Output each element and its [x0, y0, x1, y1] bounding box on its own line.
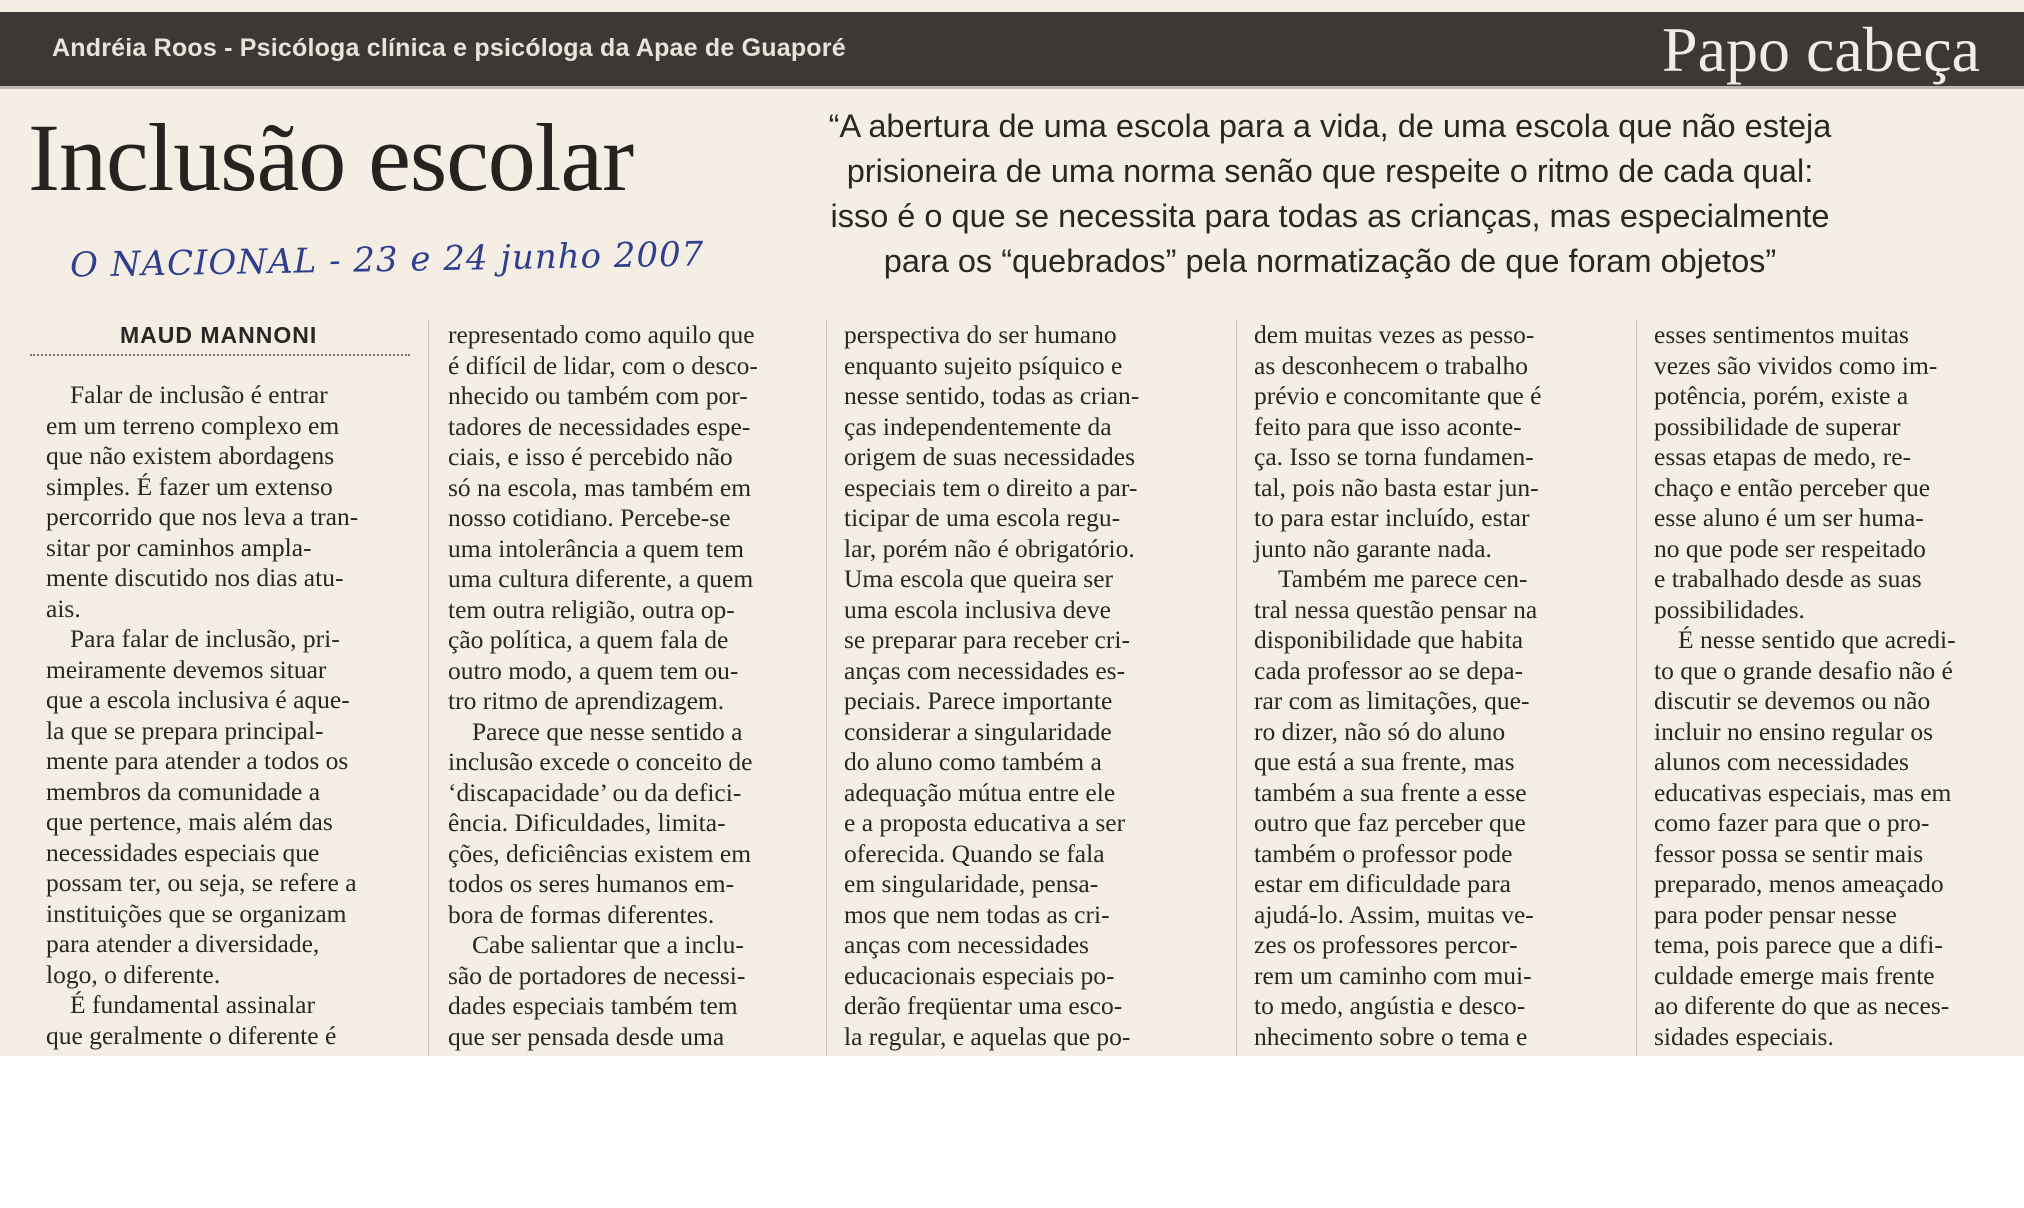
text-line: especiais tem o direito a par- [844, 472, 1138, 502]
article-column-1 [46, 380, 358, 1051]
text-line: considerar a singularidade [844, 716, 1112, 746]
text-line: tal, pois não basta estar jun- [1254, 472, 1539, 502]
text-line: nosso cotidiano. Percebe-se [448, 503, 731, 532]
text-line: se preparar para receber cri- [844, 625, 1130, 654]
text-line: outro modo, a quem tem ou- [448, 655, 739, 685]
text-line: lar, porém não é obrigatório. [844, 533, 1135, 563]
text-line: ção política, a quem fala de [448, 625, 729, 654]
section-title: Papo cabeça [1661, 14, 1980, 85]
column-divider [428, 320, 429, 1056]
text-line: cada professor ao se depa- [1254, 655, 1524, 685]
text-line: potência, porém, existe a [1654, 381, 1909, 410]
text-line: ajudá-lo. Assim, muitas ve- [1254, 899, 1534, 929]
text-line: Para falar de inclusão, pri- [70, 624, 340, 653]
text-line: são de portadores de necessi- [448, 960, 746, 990]
text-line: rem um caminho com mui- [1254, 960, 1532, 990]
text-line: ais. [46, 593, 81, 623]
text-line: possibilidade de superar [1654, 411, 1901, 441]
text-line: junto não garante nada. [1254, 533, 1492, 563]
column-divider [1236, 320, 1237, 1056]
article-column-5 [1654, 320, 1956, 1052]
text-line: educacionais especiais po- [844, 960, 1115, 990]
text-line: sitar por caminhos ampla- [46, 532, 312, 562]
text-line: membros da comunidade a [46, 776, 321, 806]
text-line: discutir se devemos ou não [1654, 686, 1931, 715]
text-line: ções, deficiências existem em [448, 838, 752, 868]
text-line: do aluno como também a [844, 747, 1102, 776]
text-line: possam ter, ou seja, se refere a [46, 868, 357, 897]
text-line: la regular, e aquelas que po- [844, 1021, 1131, 1051]
author-divider [30, 354, 410, 356]
text-line: disponibilidade que habita [1254, 625, 1524, 654]
text-line: Uma escola que queira ser [844, 564, 1114, 593]
column-divider [1636, 320, 1637, 1056]
text-line: uma intolerância a quem tem [448, 533, 744, 563]
quote-author: MAUD MANNONI [120, 322, 318, 348]
text-line: É nesse sentido que acredi- [1678, 625, 1956, 654]
text-line: educativas especiais, mas em [1654, 777, 1952, 807]
text-line: nhecido ou também com por- [448, 381, 748, 410]
text-line: que geralmente o diferente é [46, 1020, 337, 1050]
text-line: é difícil de lidar, com o desco- [448, 350, 758, 380]
text-line: incluir no ensino regular os [1654, 716, 1934, 746]
text-line: enquanto sujeito psíquico e [844, 350, 1123, 380]
text-line: ao diferente do que as neces- [1654, 991, 1950, 1020]
text-line: uma cultura diferente, a quem [448, 564, 754, 593]
text-line: que a escola inclusiva é aque- [46, 685, 350, 714]
text-line: outro que faz perceber que [1254, 808, 1526, 837]
column-divider [826, 320, 827, 1056]
text-line: uma escola inclusiva deve [844, 594, 1111, 624]
text-line: mente discutido nos dias atu- [46, 563, 344, 592]
text-line: É fundamental assinalar [70, 990, 315, 1019]
text-line: ‘discapacidade’ ou da defici- [448, 777, 742, 807]
text-line: inclusão excede o conceito de [448, 747, 753, 776]
text-line: instituições que se organizam [46, 898, 347, 928]
text-line: em singularidade, pensa- [844, 869, 1099, 898]
text-line: em um terreno complexo em [46, 410, 340, 440]
text-line: la que se prepara principal- [46, 715, 324, 745]
text-line: tadores de necessidades espe- [448, 411, 751, 441]
text-line: adequação mútua entre ele [844, 777, 1116, 807]
text-line: ticipar de uma escola regu- [844, 503, 1121, 532]
text-line: oferecida. Quando se fala [844, 838, 1105, 868]
text-line: ro dizer, não só do aluno [1254, 716, 1506, 746]
author-byline: Andréia Roos - Psicóloga clínica e psicóloga da Apae de Guaporé [52, 34, 846, 62]
text-line: esse aluno é um ser huma- [1654, 503, 1924, 532]
text-line: que ser pensada desde uma [448, 1021, 725, 1051]
text-line: vezes são vividos como im- [1654, 350, 1938, 380]
text-line: Também me parece cen- [1278, 564, 1528, 593]
text-line: só na escola, mas também em [448, 472, 752, 502]
text-line: fessor possa se sentir mais [1654, 838, 1924, 868]
text-line: to medo, angústia e desco- [1254, 991, 1526, 1020]
text-line: tem outra religião, outra op- [448, 594, 735, 624]
text-line: to para estar incluído, estar [1254, 503, 1530, 532]
text-line: também a sua frente a esse [1254, 777, 1527, 807]
text-line: preparado, menos ameaçado [1654, 869, 1944, 898]
headline: Inclusão escolar [28, 104, 634, 211]
text-line: ciais, e isso é percebido não [448, 442, 733, 471]
text-line: mos que nem todas as cri- [844, 899, 1110, 929]
text-line: ência. Dificuldades, limita- [448, 808, 726, 837]
text-line: estar em dificuldade para [1254, 869, 1511, 898]
text-line: tema, pois parece que a difi- [1654, 930, 1943, 959]
text-line: dem muitas vezes as pesso- [1254, 320, 1535, 349]
text-line: alunos com necessidades [1654, 747, 1909, 776]
article-column-2 [448, 320, 758, 1052]
text-line: nesse sentido, todas as crian- [844, 381, 1140, 410]
text-line: dades especiais também tem [448, 991, 738, 1020]
text-line: esses sentimentos muitas [1654, 320, 1909, 349]
text-line: simples. É fazer um extenso [46, 471, 333, 501]
quote-line: “A abertura de uma escola para a vida, de uma escola que não esteja [828, 108, 1832, 144]
text-line: possibilidades. [1654, 594, 1805, 624]
text-line: essas etapas de medo, re- [1654, 442, 1912, 471]
text-line: todos os seres humanos em- [448, 869, 735, 898]
text-line: tral nessa questão pensar na [1254, 594, 1538, 624]
text-line: to que o grande desafio não é [1654, 655, 1953, 685]
handwritten-date-note: O NACIONAL - 23 e 24 junho 2007 [69, 234, 705, 286]
text-line: nhecimento sobre o tema e [1254, 1021, 1528, 1051]
text-line: chaço e então perceber que [1654, 472, 1931, 502]
text-line: prévio e concomitante que é [1254, 381, 1542, 410]
text-line: e a proposta educativa a ser [844, 808, 1126, 837]
text-line: ça. Isso se torna fundamen- [1254, 442, 1534, 471]
text-line: feito para que isso aconte- [1254, 411, 1522, 441]
text-line: também o professor pode [1254, 838, 1513, 868]
quote-line: isso é o que se necessita para todas as crianças, mas especialmente [830, 198, 1830, 234]
text-line: meiramente devemos situar [46, 654, 327, 684]
text-line: logo, o diferente. [46, 959, 221, 989]
text-line: sidades especiais. [1654, 1021, 1834, 1051]
text-line: bora de formas diferentes. [448, 899, 715, 929]
text-line: anças com necessidades es- [844, 655, 1126, 685]
text-line: peciais. Parece importante [844, 686, 1113, 715]
text-line: Falar de inclusão é entrar [70, 380, 328, 409]
text-line: que está a sua frente, mas [1254, 747, 1515, 776]
text-line: tro ritmo de aprendizagem. [448, 686, 725, 715]
pull-quote [700, 104, 1960, 284]
article-column-4 [1254, 320, 1541, 1052]
header-bar [0, 12, 2024, 89]
text-line: derão freqüentar uma esco- [844, 991, 1123, 1020]
text-line: Parece que nesse sentido a [472, 716, 743, 746]
text-line: anças com necessidades [844, 930, 1089, 959]
text-line: mente para atender a todos os [46, 746, 349, 775]
text-line: para atender a diversidade, [46, 929, 320, 958]
text-line: para poder pensar nesse [1654, 899, 1897, 929]
quote-line: prisioneira de uma norma senão que respeite o ritmo de cada qual: [846, 153, 1814, 189]
text-line: no que pode ser respeitado [1654, 533, 1926, 563]
article-column-3 [844, 320, 1139, 1052]
text-line: as desconhecem o trabalho [1254, 350, 1529, 380]
text-line: que não existem abordagens [46, 441, 335, 470]
text-line: perspectiva do ser humano [844, 320, 1117, 349]
text-line: e trabalhado desde as suas [1654, 564, 1922, 593]
text-line: necessidades especiais que [46, 837, 320, 867]
text-line: que pertence, mais além das [46, 807, 333, 836]
text-line: rar com as limitações, que- [1254, 686, 1530, 715]
text-line: culdade emerge mais frente [1654, 960, 1935, 990]
text-line: origem de suas necessidades [844, 442, 1136, 471]
quote-line: para os “quebrados” pela normatização de que foram objetos” [883, 243, 1777, 279]
text-line: ças independentemente da [844, 411, 1112, 441]
text-line: zes os professores percor- [1254, 930, 1518, 959]
text-line: percorrido que nos leva a tran- [46, 502, 359, 531]
text-line: como fazer para que o pro- [1654, 808, 1930, 837]
text-line: Cabe salientar que a inclu- [472, 930, 744, 959]
text-line: representado como aquilo que [448, 320, 755, 349]
